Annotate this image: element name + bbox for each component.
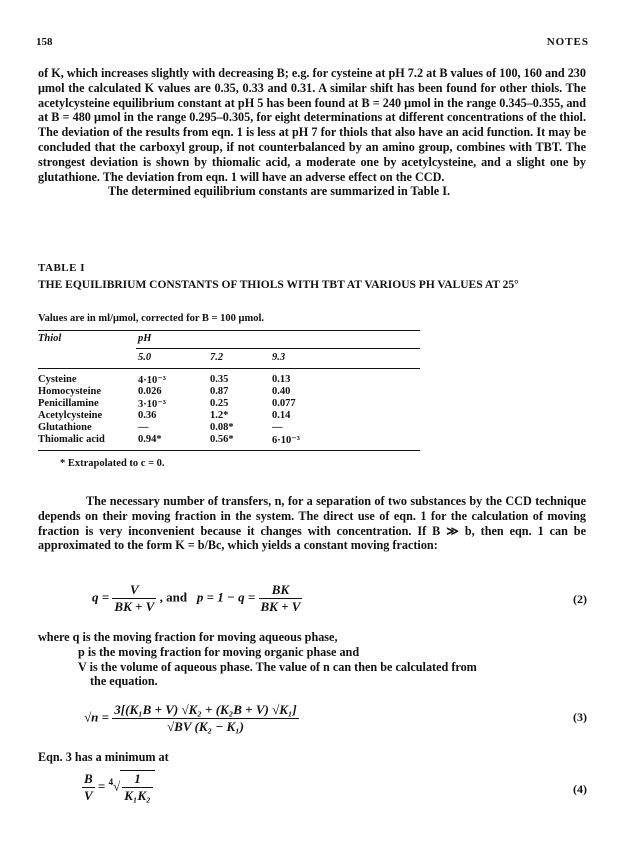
definition-q: where q is the moving fraction for moving aqueous phase,	[38, 630, 338, 644]
table-cell: 0.94*	[138, 434, 162, 445]
eq2-q-denominator: BK + V	[114, 599, 155, 614]
equation-2-number: (2)	[573, 592, 587, 606]
definition-continuation: the equation.	[90, 674, 158, 689]
table-cell: 0.14	[272, 410, 291, 421]
page-header	[36, 36, 589, 52]
header-ph: pH	[138, 333, 152, 344]
eq4-lhs-denominator: V	[84, 788, 93, 803]
thiol-name: Thiomalic acid	[38, 434, 105, 445]
eq2-p-fraction	[259, 582, 303, 615]
page-number: 158	[36, 36, 53, 48]
ph-value: 5.0	[138, 352, 152, 363]
table-cell: —	[272, 422, 283, 433]
table-cell: 3·10⁻³	[138, 399, 166, 410]
thiol-name: Homocysteine	[38, 386, 101, 397]
definition-v: V is the volume of aqueous phase. The value of n can then be calculated from	[78, 659, 477, 674]
paragraph-text: The necessary number of transfers, n, for a separation of two substances by the CCD technique depends on their moving fraction in the system. The direct use of eqn. 1 for the calculation of moving fraction is very inconvenient because it changes with concentration. If B ≫ b, then eqn. 1 can be approximated to the form K = b/Bc, which yields a constant moving fraction:	[38, 494, 586, 553]
table-title: THE EQUILIBRIUM CONSTANTS OF THIOLS WITH TBT AT VARIOUS PH VALUES AT 25°	[38, 279, 519, 291]
eq2-q-numerator: V	[130, 582, 139, 597]
equation-4-number: (4)	[573, 782, 587, 796]
table-cell: 0.36	[138, 410, 157, 421]
eq4-radicand	[120, 770, 154, 804]
eq4-equals: =	[97, 778, 106, 794]
equation-3	[84, 702, 299, 735]
paragraph-continued	[38, 66, 586, 199]
thiol-name: Acetylcysteine	[38, 410, 103, 421]
eq4-lhs-fraction	[82, 771, 95, 804]
eq2-p-lhs: p = 1 − q =	[196, 589, 256, 605]
table-cell: 0.40	[272, 386, 291, 397]
eq3-lhs: √n =	[84, 709, 110, 725]
table-cell: 0.026	[138, 386, 162, 397]
eq2-q-fraction	[112, 582, 156, 615]
table-rule-header	[38, 368, 420, 369]
thiol-name: Glutathione	[38, 422, 92, 433]
eq2-and: , and	[159, 589, 188, 605]
eq4-rhs-fraction	[122, 771, 152, 804]
table-cell: 6·10⁻³	[272, 435, 300, 446]
paragraph-text: of K, which increases slightly with decreasing B; e.g. for cysteine at pH 7.2 at B values of 100, 160 and 230 μmol the calculated K values are 0.35, 0.33 and 0.31. A similar shift has been found for other thiols. The acetylcysteine equilibrium constant at pH 5 has been found at B = 240 μmol in the range 0.345–0.355, and at B = 480 μmol in the range 0.295–0.305, for eight determinations at different concentrations of the thiol. The deviation of the results from eqn. 1 is less at pH 7 for thiols that also have an acid function. It may be concluded that the carboxyl group, if not counterbalanced by an amino group, combines with TBT. The strongest deviation is shown by thiomalic acid, a moderate one by acetylcysteine, and a slight one by glutathione. The deviation from eqn. 1 will have an adverse effect on the CCD.	[38, 66, 586, 184]
header-thiol: Thiol	[38, 333, 62, 344]
eq3-denominator: √BV (K₂ − K₁)	[112, 718, 298, 735]
table-cell: 0.077	[272, 398, 296, 409]
table-footnote: * Extrapolated to c = 0.	[60, 458, 165, 469]
eq2-q-lhs: q =	[92, 589, 110, 605]
equation-4	[82, 770, 155, 804]
paragraph-last-line: The determined equilibrium constants are summarized in Table I.	[108, 184, 451, 199]
eqn3-minimum-text: Eqn. 3 has a minimum at	[38, 750, 169, 764]
eq4-root-index: 4	[108, 777, 114, 788]
radical-sign: √	[113, 778, 121, 794]
table-cell: 0.87	[210, 386, 229, 397]
equation-2	[92, 582, 302, 615]
table-cell: 0.13	[272, 374, 291, 385]
variable-definitions	[38, 630, 586, 689]
table-cell: 0.08*	[210, 422, 234, 433]
table-cell: 0.35	[210, 374, 229, 385]
eq2-p-denominator: BK + V	[260, 599, 301, 614]
definition-p: p is the moving fraction for moving organic phase and	[78, 644, 360, 659]
eq4-lhs-numerator: B	[84, 771, 93, 786]
ph-value: 7.2	[210, 352, 224, 363]
thiol-name: Cysteine	[38, 374, 77, 385]
table-cell: 4·10⁻³	[138, 375, 166, 386]
table-cell: 0.56*	[210, 434, 234, 445]
paragraph-moving-fraction	[38, 494, 586, 553]
ph-value: 9.3	[272, 352, 286, 363]
eq2-p-numerator: BK	[271, 582, 290, 597]
eq4-rhs-numerator: 1	[134, 771, 141, 786]
table-cell: 1.2*	[210, 410, 229, 421]
table-rule-top	[38, 330, 420, 331]
table-rule-bottom	[38, 450, 420, 451]
table-cell: —	[138, 422, 149, 433]
running-title: NOTES	[546, 36, 589, 48]
eq4-rhs-denominator: K₁K₂	[124, 788, 151, 803]
table-cell: 0.25	[210, 398, 229, 409]
table-label: TABLE I	[38, 262, 86, 274]
eq3-fraction	[112, 702, 298, 735]
table-note: Values are in ml/μmol, corrected for B = 100 μmol.	[38, 313, 265, 324]
table-rule-ph	[136, 348, 420, 349]
equation-3-number: (3)	[573, 710, 587, 724]
thiol-name: Penicillamine	[38, 398, 99, 409]
eq3-numerator: 3[(K₁B + V) √K₂ + (K₂B + V) √K₁]	[114, 702, 297, 717]
